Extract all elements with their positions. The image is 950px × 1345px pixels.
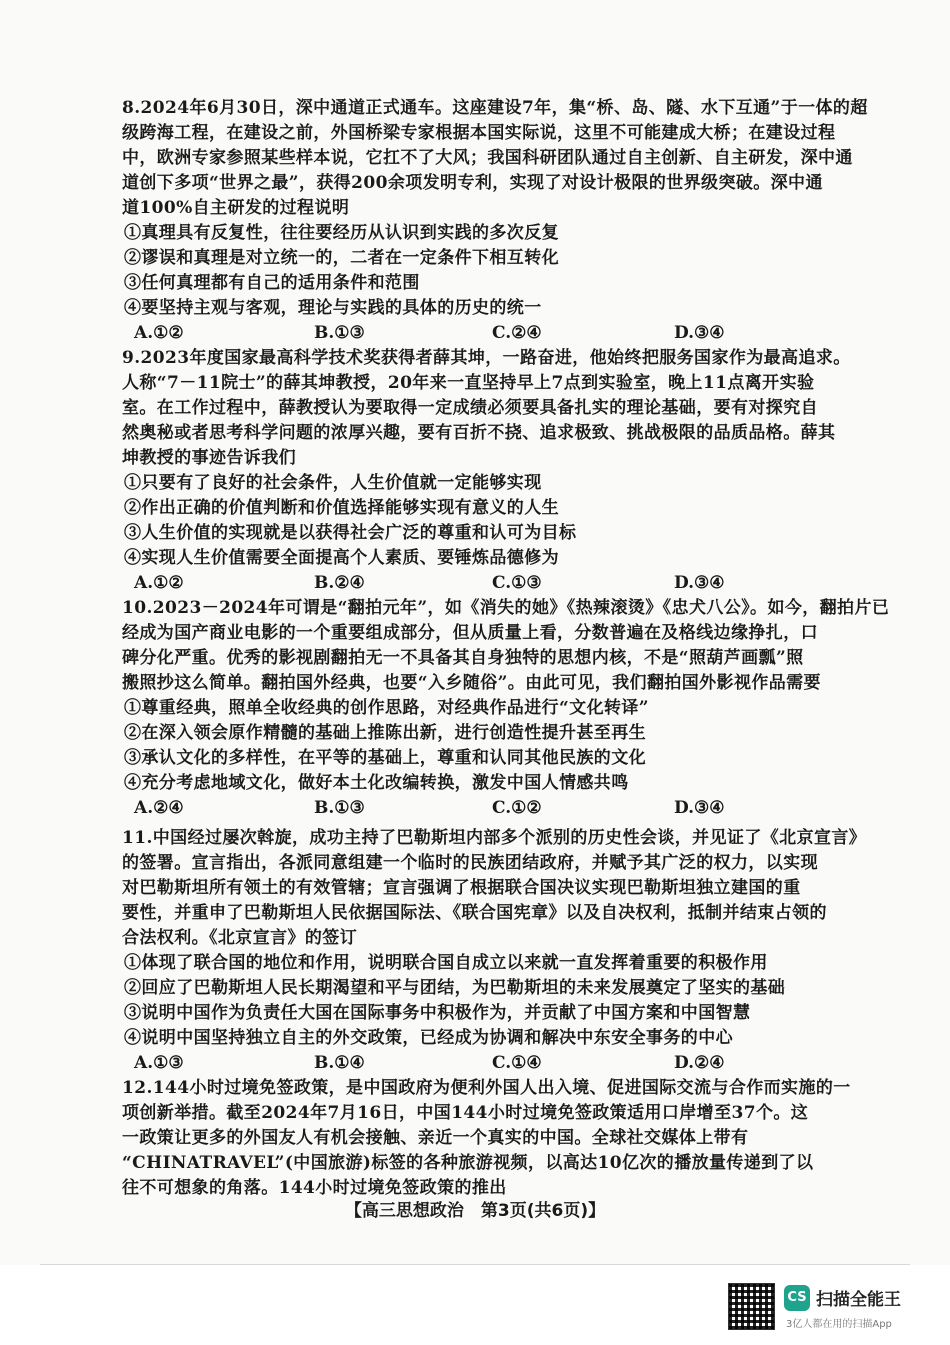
q10-option-3: ③承认文化的多样性，在平等的基础上，尊重和认同其他民族的文化 [124,748,646,768]
q11-option-2: ②回应了巴勒斯坦人民长期渴望和平与团结，为巴勒斯坦的未来发展奠定了坚实的基础 [124,978,786,998]
q11-choice-c: C.①④ [492,1053,542,1073]
q10-choice-a: A.②④ [134,798,184,818]
q12-line-5: 往不可想象的角落。144小时过境免签政策的推出 [122,1178,507,1198]
q10-choice-c: C.①② [492,798,542,818]
q9-choice-a: A.①② [134,573,184,593]
q11-option-1: ①体现了联合国的地位和作用，说明联合国自成立以来就一直发挥着重要的积极作用 [124,953,768,973]
q9-line-4: 然奥秘或者思考科学问题的浓厚兴趣，要有百折不挠、追求极致、挑战极限的品质品格。薛其 [122,423,836,443]
q10-choice-d: D.③④ [674,798,725,818]
q9-option-2: ②作出正确的价值判断和价值选择能够实现有意义的人生 [124,498,559,518]
q8-option-2: ②谬误和真理是对立统一的，二者在一定条件下相互转化 [124,248,559,268]
q8-option-4: ④要坚持主观与客观，理论与实践的具体的历史的统一 [124,298,542,318]
q9-line-5: 坤教授的事迹告诉我们 [122,448,296,468]
scanner-tagline: 3亿人都在用的扫描App [786,1319,892,1330]
q10-choice-b: B.①③ [314,798,365,818]
q8-option-1: ①真理具有反复性，往往要经历从认识到实践的多次反复 [124,223,559,243]
q10-line-1: 10.2023－2024年可谓是“翻拍元年”，如《消失的她》《热辣滚烫》《忠犬八公》。如今，翻拍片已 [122,598,890,618]
q12-line-4: “CHINATRAVEL”(中国旅游)标签的各种旅游视频，以高达10亿次的播放量传递到了以 [122,1153,814,1173]
q11-choice-b: B.①④ [314,1053,365,1073]
q9-choice-b: B.②④ [314,573,365,593]
q8-line-4: 道创下多项“世界之最”，获得200余项发明专利，实现了对设计极限的世界级突破。深中通 [122,173,823,193]
q10-line-2: 经成为国产商业电影的一个重要组成部分，但从质量上看，分数普遍在及格线边缘挣扎，口 [122,623,818,643]
q11-line-2: 的签署。宣言指出，各派同意组建一个临时的民族团结政府，并赋予其广泛的权力，以实现 [122,853,818,873]
q11-choice-d: D.②④ [674,1053,725,1073]
divider [40,1264,910,1265]
q9-choice-c: C.①③ [492,573,542,593]
q8-line-3: 中，欧洲专家参照某些样本说，它扛不了大风；我国科研团队通过自主创新、自主研发，深中通 [122,148,853,168]
page-footer: 【高三思想政治 第3页(共6页)】 [344,1201,606,1221]
q11-line-4: 要性，并重申了巴勒斯坦人民依据国际法、《联合国宪章》以及自决权利，抵制并结束占领的 [122,903,827,923]
scanner-watermark [728,1283,928,1333]
q8-choice-a: A.①② [134,323,184,343]
q11-line-1: 11.中国经过屡次斡旋，成功主持了巴勒斯坦内部多个派别的历史性会谈，并见证了《北京宣言》 [122,828,867,848]
q9-option-3: ③人生价值的实现就是以获得社会广泛的尊重和认可为目标 [124,523,577,543]
q11-line-5: 合法权利。《北京宣言》的签订 [122,928,358,948]
q9-line-2: 人称“7－11院士”的薛其坤教授，20年来一直坚持早上7点到实验室，晚上11点离开实验 [122,373,815,393]
q8-line-5: 道100%自主研发的过程说明 [122,198,350,218]
q9-option-4: ④实现人生价值需要全面提高个人素质、要锤炼品德修为 [124,548,559,568]
q8-choice-d: D.③④ [674,323,725,343]
q10-option-1: ①尊重经典，照单全收经典的创作思路，对经典作品进行“文化转译” [124,698,649,718]
q11-line-3: 对巴勒斯坦所有领土的有效管辖；宣言强调了根据联合国决议实现巴勒斯坦独立建国的重 [122,878,801,898]
q10-line-4: 搬照抄这么简单。翻拍国外经典，也要“入乡随俗”。由此可见，我们翻拍国外影视作品需要 [122,673,821,693]
q9-line-3: 室。在工作过程中，薛教授认为要取得一定成绩必须要具备扎实的理论基础，要有对探究自 [122,398,818,418]
q8-line-2: 级跨海工程，在建设之前，外国桥梁专家根据本国实际说，这里不可能建成大桥；在建设过程 [122,123,836,143]
q9-option-1: ①只要有了良好的社会条件，人生价值就一定能够实现 [124,473,542,493]
q12-line-1: 12.144小时过境免签政策，是中国政府为便利外国人出入境、促进国际交流与合作而实施的一 [122,1078,851,1098]
q10-option-2: ②在深入领会原作精髓的基础上推陈出新，进行创造性提升甚至再生 [124,723,646,743]
q10-option-4: ④充分考虑地域文化，做好本土化改编转换，激发中国人情感共鸣 [124,773,629,793]
q12-line-2: 项创新举措。截至2024年7月16日，中国144小时过境免签政策适用口岸增至37个。这 [122,1103,809,1123]
q8-option-3: ③任何真理都有自己的适用条件和范围 [124,273,420,293]
q8-line-1: 8.2024年6月30日，深中通道正式通车。这座建设7年，集“桥、岛、隧、水下互通”于一体的超 [122,98,868,118]
qr-code-icon [728,1283,775,1330]
q8-choice-c: C.②④ [492,323,542,343]
q12-line-3: 一政策让更多的外国友人有机会接触、亲近一个真实的中国。全球社交媒体上带有 [122,1128,749,1148]
q11-choice-a: A.①③ [134,1053,184,1073]
q10-line-3: 碑分化严重。优秀的影视剧翻拍无一不具备其自身独特的思想内核，不是“照葫芦画瓢”照 [122,648,804,668]
q9-choice-d: D.③④ [674,573,725,593]
q11-option-3: ③说明中国作为负责任大国在国际事务中积极作为，并贡献了中国方案和中国智慧 [124,1003,751,1023]
scanner-app-name: 扫描全能王 [816,1290,901,1310]
q8-choice-b: B.①③ [314,323,365,343]
q11-option-4: ④说明中国坚持独立自主的外交政策，已经成为协调和解决中东安全事务的中心 [124,1028,733,1048]
camscanner-logo-icon: CS [784,1285,810,1311]
q9-line-1: 9.2023年度国家最高科学技术奖获得者薛其坤，一路奋进，他始终把服务国家作为最高追求。 [122,348,851,368]
